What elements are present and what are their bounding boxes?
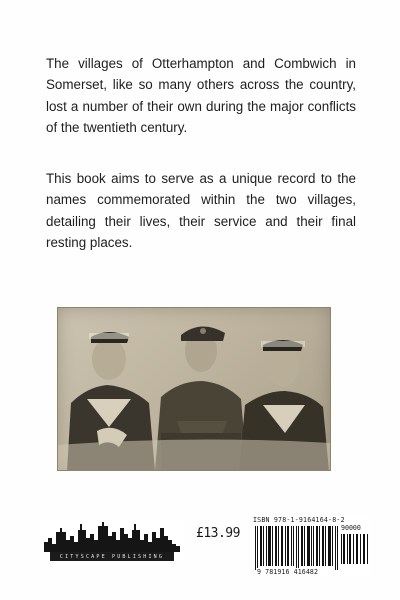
- isbn-digits: 9 781916 416482: [257, 568, 319, 576]
- sepia-photograph-three-servicemen: [57, 307, 331, 471]
- city-skyline-icon: [44, 520, 180, 552]
- price-code: 90000: [341, 524, 361, 532]
- isbn-label: ISBN 978-1-9164164-8-2: [253, 516, 345, 524]
- blurb-paragraph-1: The villages of Otterhampton and Combwich in Somerset, like so many others across the country, lost a number of their own during the major conflicts of the twentieth century.: [46, 56, 356, 136]
- publisher-name: CITYSCAPE PUBLISHING: [59, 554, 165, 560]
- price-label: £13.99: [196, 526, 240, 541]
- blurb-paragraph-2: This book aims to serve as a unique record to the names commemorated within the two villages, detailing their lives, their service and their final resting places.: [46, 171, 356, 251]
- isbn-barcode: [253, 516, 370, 576]
- publisher-logo: [42, 520, 182, 560]
- addon-bars-icon: [341, 534, 369, 564]
- barcode-bars-icon: [255, 526, 341, 570]
